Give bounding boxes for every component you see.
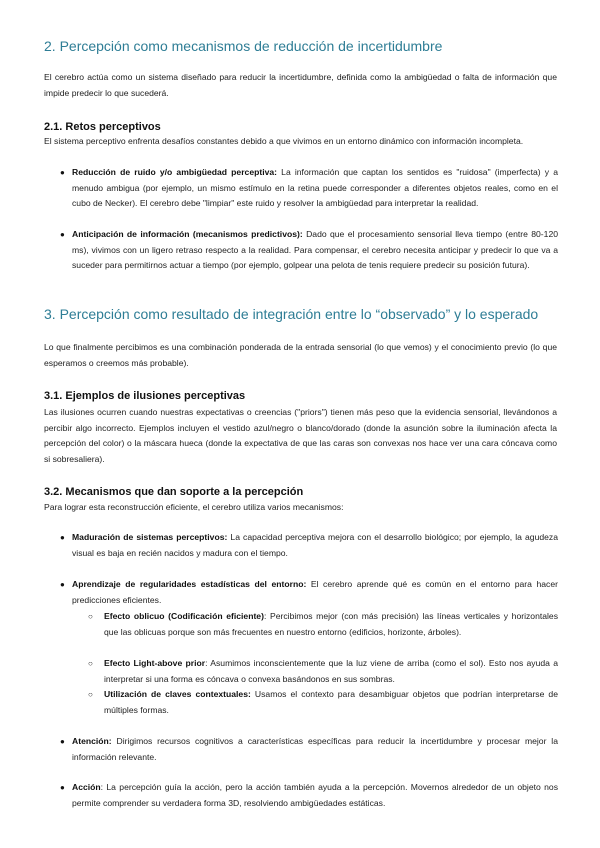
list-item-term: Aprendizaje de regularidades estadísticas del entorno: [72,579,307,589]
sub-item-text: Usamos el contexto para desambiguar objetos que podrían interpretarse de múltiples formas. [104,689,558,715]
list-item-term: Anticipación de información (mecanismos predictivos): [72,229,303,239]
list-item-attention [72,734,558,765]
section-2-intro: El cerebro actúa como un sistema diseñado para reducir la incertidumbre, definida como la ambigüedad o falta de información que impide predecir lo que sucederá. [44,72,557,98]
list-item-text: La capacidad perceptiva mejora con el desarrollo biológico; por ejemplo, la agudeza visual es baja en recién nacidos y madura con el tiempo. [72,532,558,558]
section-2-heading: 2. Percepción como mecanismos de reducción de incertidumbre [44,38,443,54]
list-item-text: La información que captan los sentidos es "ruidosa" (imperfecta) y a menudo ambigua (por ejemplo, un mismo estímulo en la retina puede corresponder a diferentes objetos reales, como en el cubo de Necker). El cerebro debe "limpiar" este ruido y resolver la ambigüedad para interpretar la realidad. [72,167,558,208]
sub-bullet-marker: ○ [88,612,93,621]
list-item-maturation [72,530,558,561]
list-item-noise-reduction [72,165,558,212]
list-item-statistical-learning [72,577,558,608]
section-2-1-heading: 2.1. Retos perceptivos [44,121,161,133]
bullet-marker: ● [60,230,65,239]
bullet-marker: ● [60,783,65,792]
list-item-action [72,780,558,811]
list-item-anticipation [72,227,558,274]
sub-item-oblique-effect [104,609,558,640]
bullet-marker: ● [60,737,65,746]
list-item-text: Dado que el procesamiento sensorial lleva tiempo (entre 80-120 ms), vivimos con un ligero retraso respecto a la realidad. Para compensar, el cerebro necesita anticipar y predecir lo que va a suceder para permitirnos actuar a tiempo (por ejemplo, golpear una pelota de tenis requiere predecir su posición futura). [72,229,559,270]
sub-item-term: Efecto oblicuo (Codificación eficiente) [104,611,264,621]
list-item-term: Atención: [72,736,112,746]
sub-item-text: : Percibimos mejor (con más precisión) las líneas verticales y horizontales que las oblicuas porque son más frecuentes en nuestro entorno (edificios, horizonte, árboles). [104,611,559,637]
list-item-text: El cerebro aprende qué es común en el entorno para hacer predicciones eficientes. [72,579,558,605]
list-item-term: Acción [72,782,101,792]
list-item-term: Maduración de sistemas perceptivos: [72,532,228,542]
section-2-1-intro: El sistema perceptivo enfrenta desafíos constantes debido a que vivimos en un entorno dinámico con información incompleta. [44,136,524,146]
bullet-marker: ● [60,533,65,542]
list-item-term: Reducción de ruido y/o ambigüedad perceptiva: [72,167,278,177]
section-3-2-intro: Para lograr esta reconstrucción eficiente, el cerebro utiliza varios mecanismos: [44,502,344,512]
sub-item-term: Efecto Light-above prior [104,658,206,668]
section-3-1-heading: 3.1. Ejemplos de ilusiones perceptivas [44,390,246,402]
list-item-text: : La percepción guía la acción, pero la acción también ayuda a la percepción. Movernos alrededor de un objeto nos permite comprender su verdadera forma 3D, resolviendo ambigüedades estáticas. [72,782,558,808]
sub-item-contextual-cues [104,687,558,718]
sub-item-term: Utilización de claves contextuales: [104,689,251,699]
bullet-marker: ● [60,168,65,177]
sub-item-light-above [104,656,558,687]
section-3-1-body: Las ilusiones ocurren cuando nuestras expectativas o creencias ("priors") tienen más peso que la evidencia sensorial, llevándonos a percibir algo incorrecto. Ejemplos incluyen el vestido azul/negro o blanco/dorado (donde la asunción sobre la iluminación afecta la percepción del color) o la máscara hueca (donde la expectativa de que las caras son convexas nos hace ver una cara cóncava como si sobresaliera). [44,407,557,464]
section-3-intro: Lo que finalmente percibimos es una combinación ponderada de la entrada sensorial (lo que vemos) y el conocimiento previo (lo que esperamos o creemos más probable). [44,342,557,368]
section-3-2-heading: 3.2. Mecanismos que dan soporte a la percepción [44,486,304,498]
sub-bullet-marker: ○ [88,659,93,668]
bullet-marker: ● [60,580,65,589]
sub-bullet-marker: ○ [88,690,93,699]
sub-item-text: : Asumimos inconscientemente que la luz viene de arriba (como el sol). Esto nos ayuda a interpretar si una forma es cóncava o convexa basándonos en sus sombras. [104,658,558,684]
section-3-heading: 3. Percepción como resultado de integración entre lo “observado” y lo esperado [44,306,539,322]
list-item-text: Dirigimos recursos cognitivos a características específicas para reducir la incertidumbre y procesar mejor la información relevante. [72,736,558,762]
